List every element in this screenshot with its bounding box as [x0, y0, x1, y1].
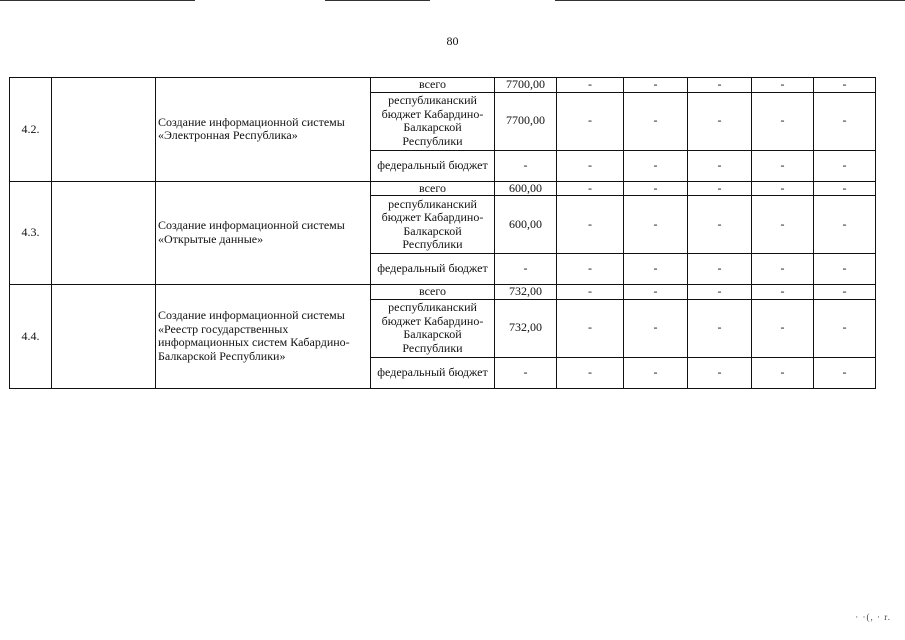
- dash-cell: -: [814, 78, 876, 93]
- measure-name: Создание информационной системы «Электронная Республика»: [156, 78, 371, 182]
- dash-cell: -: [624, 196, 688, 254]
- scan-top-line-mid: [325, 0, 430, 1]
- amount-federal: -: [495, 150, 557, 181]
- dash-cell: -: [624, 299, 688, 357]
- dash-cell: -: [688, 357, 752, 388]
- dash-cell: -: [557, 196, 624, 254]
- dash-cell: -: [557, 357, 624, 388]
- dash-cell: -: [814, 196, 876, 254]
- dash-cell: -: [624, 254, 688, 285]
- dash-cell: -: [752, 92, 814, 150]
- dash-cell: -: [752, 254, 814, 285]
- amount-total: 732,00: [495, 285, 557, 300]
- dash-cell: -: [814, 181, 876, 196]
- dash-cell: -: [557, 78, 624, 93]
- dash-cell: -: [557, 150, 624, 181]
- source-federal-label: федеральный бюджет: [371, 357, 495, 388]
- dash-cell: -: [688, 254, 752, 285]
- scan-top-line-left: [0, 0, 195, 1]
- budget-table: [9, 77, 876, 389]
- dash-cell: -: [688, 285, 752, 300]
- source-federal-label: федеральный бюджет: [371, 150, 495, 181]
- source-total-label: всего: [371, 285, 495, 300]
- dash-cell: -: [688, 196, 752, 254]
- table-row-total: [10, 78, 876, 93]
- dash-cell: -: [688, 181, 752, 196]
- amount-republic: 732,00: [495, 299, 557, 357]
- dash-cell: -: [814, 285, 876, 300]
- amount-republic: 600,00: [495, 196, 557, 254]
- source-federal-label: федеральный бюджет: [371, 254, 495, 285]
- dash-cell: -: [624, 357, 688, 388]
- row-code: 4.2.: [10, 78, 52, 182]
- table-row-total: [10, 181, 876, 196]
- dash-cell: -: [624, 150, 688, 181]
- row-code: 4.3.: [10, 181, 52, 285]
- dash-cell: -: [688, 78, 752, 93]
- dash-cell: -: [814, 254, 876, 285]
- amount-federal: -: [495, 357, 557, 388]
- amount-total: 600,00: [495, 181, 557, 196]
- dash-cell: -: [752, 78, 814, 93]
- dash-cell: -: [624, 181, 688, 196]
- dash-cell: -: [624, 285, 688, 300]
- dash-cell: -: [557, 181, 624, 196]
- scan-top-line-right: [555, 0, 905, 1]
- scan-marks: · ·(, · r.: [855, 612, 891, 622]
- source-republic-label: республиканский бюджет Кабардино-Балкарской Республики: [371, 299, 495, 357]
- dash-cell: -: [752, 150, 814, 181]
- dash-cell: -: [557, 285, 624, 300]
- source-republic-label: республиканский бюджет Кабардино-Балкарской Республики: [371, 92, 495, 150]
- empty-cell: [52, 285, 156, 389]
- empty-cell: [52, 78, 156, 182]
- dash-cell: -: [557, 299, 624, 357]
- row-code: 4.4.: [10, 285, 52, 389]
- dash-cell: -: [688, 299, 752, 357]
- dash-cell: -: [624, 92, 688, 150]
- source-total-label: всего: [371, 181, 495, 196]
- page-number: 80: [446, 34, 459, 48]
- dash-cell: -: [624, 78, 688, 93]
- dash-cell: -: [814, 357, 876, 388]
- measure-name: Создание информационной системы «Реестр государственных информационных систем Кабардино-Балкарской Республики»: [156, 285, 371, 389]
- dash-cell: -: [752, 285, 814, 300]
- amount-total: 7700,00: [495, 78, 557, 93]
- dash-cell: -: [814, 299, 876, 357]
- dash-cell: -: [557, 254, 624, 285]
- source-total-label: всего: [371, 78, 495, 93]
- dash-cell: -: [814, 150, 876, 181]
- amount-republic: 7700,00: [495, 92, 557, 150]
- dash-cell: -: [814, 92, 876, 150]
- dash-cell: -: [688, 92, 752, 150]
- source-republic-label: республиканский бюджет Кабардино-Балкарской Республики: [371, 196, 495, 254]
- dash-cell: -: [752, 357, 814, 388]
- amount-federal: -: [495, 254, 557, 285]
- dash-cell: -: [752, 196, 814, 254]
- dash-cell: -: [752, 299, 814, 357]
- table-row-total: [10, 285, 876, 300]
- dash-cell: -: [688, 150, 752, 181]
- dash-cell: -: [752, 181, 814, 196]
- dash-cell: -: [557, 92, 624, 150]
- measure-name: Создание информационной системы «Открытые данные»: [156, 181, 371, 285]
- empty-cell: [52, 181, 156, 285]
